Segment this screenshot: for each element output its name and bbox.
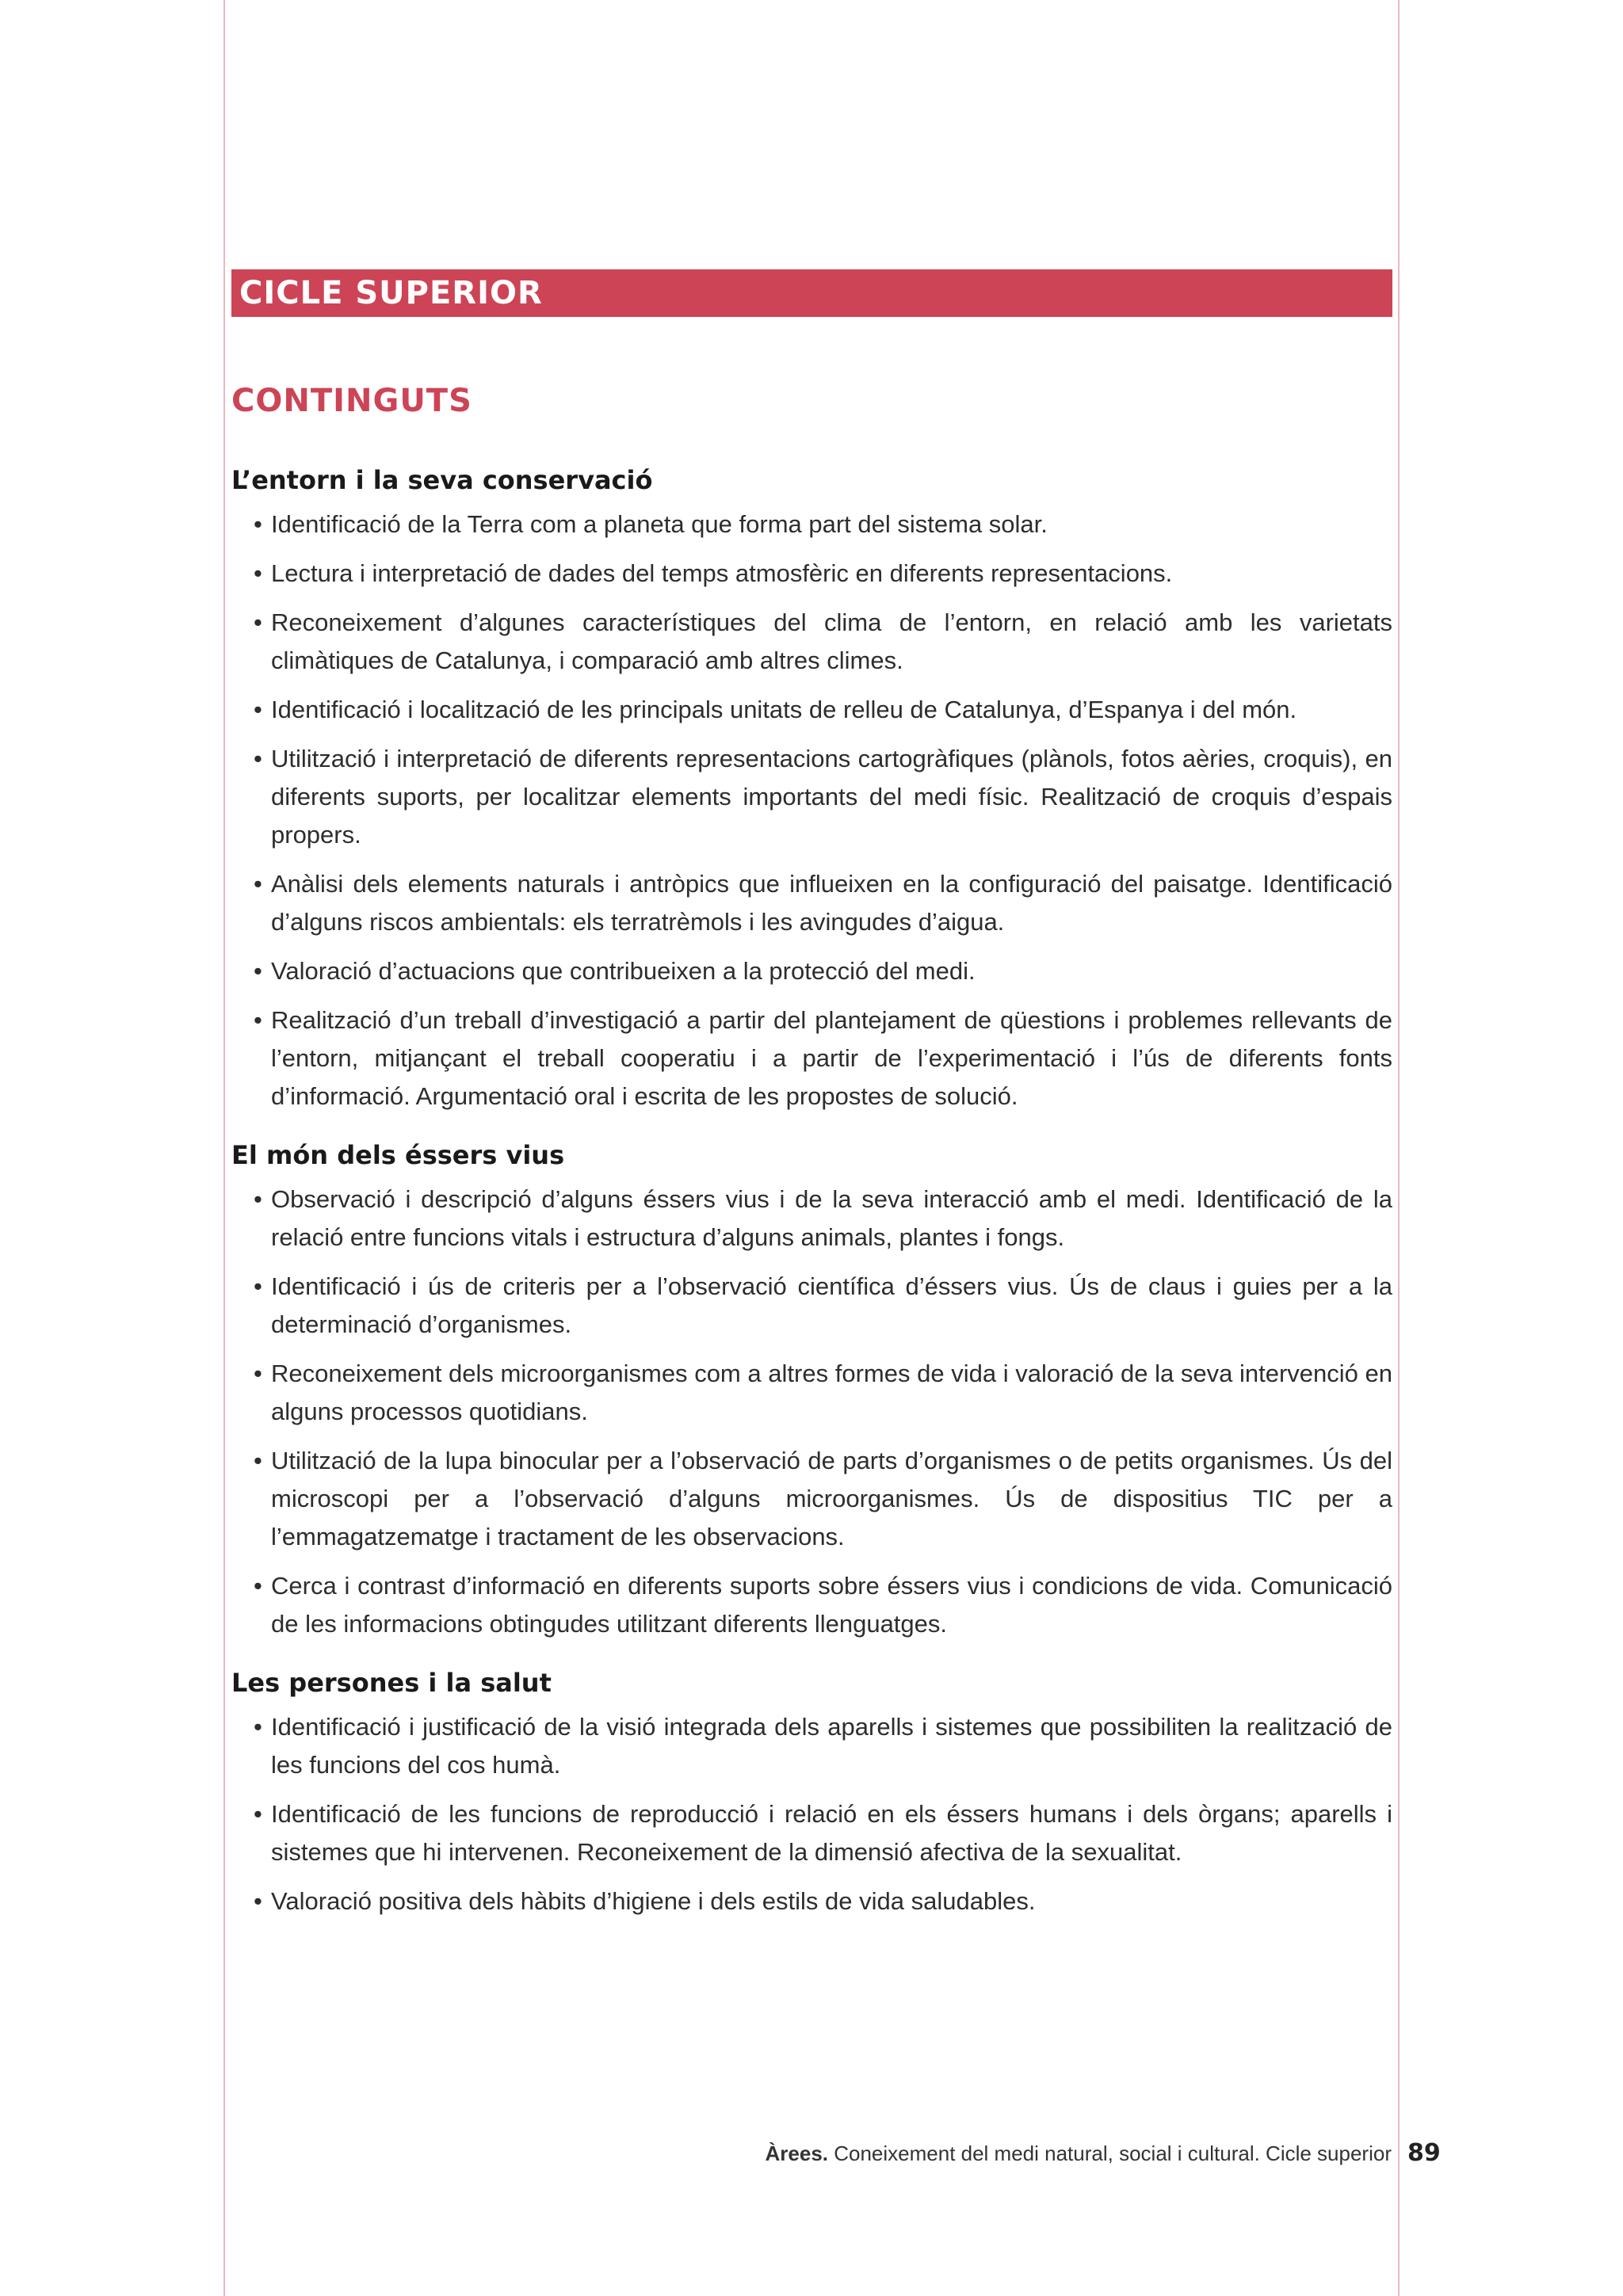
list-item xyxy=(231,1795,1392,1871)
list-item xyxy=(231,555,1392,593)
list-item-text: Observació i descripció d’alguns éssers vius i de la seva interacció amb el medi. Identificació de la relació entre funcions vitals i estructura d’alguns animals, plantes i fongs. xyxy=(271,1185,1392,1251)
bullet-icon: • xyxy=(254,1447,262,1474)
list-item-text: Lectura i interpretació de dades del temps atmosfèric en diferents representacions. xyxy=(271,559,1173,587)
content-group xyxy=(231,1667,1392,1920)
group-title: El món dels éssers vius xyxy=(231,1140,565,1170)
list-item xyxy=(231,1442,1392,1556)
list-item-text: Cerca i contrast d’informació en diferents suports sobre éssers vius i condicions de vida. Comunicació de les informacions obtingudes utilitzant diferents llenguatges. xyxy=(271,1572,1392,1638)
bullet-icon: • xyxy=(254,696,262,723)
list-item xyxy=(231,1567,1392,1643)
list-item xyxy=(231,505,1392,543)
list-item-text: Realització d’un treball d’investigació a partir del plantejament de qüestions i problemes rellevants de l’entorn, mitjançant el treball cooperatiu i a partir de l’experimentació i l’ús de diferents fonts d’informació. Argumentació oral i escrita de les propostes de solució. xyxy=(271,1006,1392,1110)
list-item-text: Anàlisi dels elements naturals i antròpics que influeixen en la configuració del paisatge. Identificació d’alguns riscos ambientals: els terratrèmols i les avingudes d’aigua. xyxy=(271,870,1392,936)
list-item xyxy=(231,865,1392,941)
section-title: CONTINGUTS xyxy=(231,383,472,419)
list-item-text: Valoració d’actuacions que contribueixen a la protecció del medi. xyxy=(271,957,976,985)
bullet-list xyxy=(231,505,1392,1116)
content-group xyxy=(231,1139,1392,1643)
list-item xyxy=(231,1001,1392,1116)
bullet-icon: • xyxy=(254,1800,262,1828)
list-item-text: Valoració positiva dels hàbits d’higiene i dels estils de vida saludables. xyxy=(271,1887,1036,1915)
list-item xyxy=(231,740,1392,854)
bullet-icon: • xyxy=(254,1887,262,1915)
list-item-text: Identificació i ús de criteris per a l’observació científica d’éssers vius. Ús de claus i guies per a la determinació d’organismes. xyxy=(271,1272,1392,1338)
bullet-icon: • xyxy=(254,957,262,985)
group-title: Les persones i la salut xyxy=(231,1668,552,1698)
list-item xyxy=(231,1355,1392,1431)
bullet-icon: • xyxy=(254,1185,262,1213)
list-item xyxy=(231,1882,1392,1920)
list-item xyxy=(231,604,1392,680)
list-item-text: Identificació de la Terra com a planeta que forma part del sistema solar. xyxy=(271,510,1048,538)
cycle-banner: CICLE SUPERIOR xyxy=(231,269,1392,317)
bullet-icon: • xyxy=(254,1272,262,1300)
footer-label: Àrees. xyxy=(765,2142,828,2165)
list-item xyxy=(231,1180,1392,1257)
footer-text: Coneixement del medi natural, social i cultural. Cicle superior xyxy=(828,2142,1392,2165)
list-item xyxy=(231,1268,1392,1344)
list-item-text: Identificació i localització de les principals unitats de relleu de Catalunya, d’Espanya i del món. xyxy=(271,696,1297,723)
page-footer xyxy=(713,2138,1392,2169)
bullet-list xyxy=(231,1180,1392,1643)
bullet-icon: • xyxy=(254,1713,262,1741)
bullet-icon: • xyxy=(254,870,262,898)
content-group xyxy=(231,464,1392,1116)
list-item-text: Identificació de les funcions de reproducció i relació en els éssers humans i dels òrgans; aparells i sistemes que hi intervenen. Reconeixement de la dimensió afectiva de la sexualitat. xyxy=(271,1800,1392,1866)
bullet-icon: • xyxy=(254,608,262,636)
bullet-icon: • xyxy=(254,510,262,538)
list-item-text: Utilització i interpretació de diferents representacions cartogràfiques (plànols, fotos aèries, croquis), en diferents suports, per localitzar elements importants del medi físic. Realització de croquis d’espais propers. xyxy=(271,745,1392,849)
right-margin-rule xyxy=(1398,0,1400,2296)
list-item-text: Reconeixement d’algunes característiques del clima de l’entorn, en relació amb les varietats climàtiques de Catalunya, i comparació amb altres climes. xyxy=(271,608,1392,674)
list-item-text: Utilització de la lupa binocular per a l’observació de parts d’organismes o de petits organismes. Ús del microscopi per a l’observació d’alguns microorganismes. Ús de dispositius TIC per a l’emmagatzematge i tractament de les observacions. xyxy=(271,1447,1392,1550)
list-item xyxy=(231,1708,1392,1784)
bullet-icon: • xyxy=(254,1006,262,1034)
page-content xyxy=(231,269,1392,1932)
list-item-text: Reconeixement dels microorganismes com a altres formes de vida i valoració de la seva intervenció en alguns processos quotidians. xyxy=(271,1360,1392,1425)
list-item xyxy=(231,952,1392,990)
bullet-icon: • xyxy=(254,1572,262,1600)
list-item xyxy=(231,691,1392,729)
bullet-list xyxy=(231,1708,1392,1920)
left-margin-rule xyxy=(223,0,225,2296)
list-item-text: Identificació i justificació de la visió integrada dels aparells i sistemes que possibiliten la realització de les funcions del cos humà. xyxy=(271,1713,1392,1779)
bullet-icon: • xyxy=(254,1360,262,1387)
page-number: 89 xyxy=(1407,2139,1441,2167)
group-title: L’entorn i la seva conservació xyxy=(231,465,653,495)
bullet-icon: • xyxy=(254,745,262,772)
bullet-icon: • xyxy=(254,559,262,587)
